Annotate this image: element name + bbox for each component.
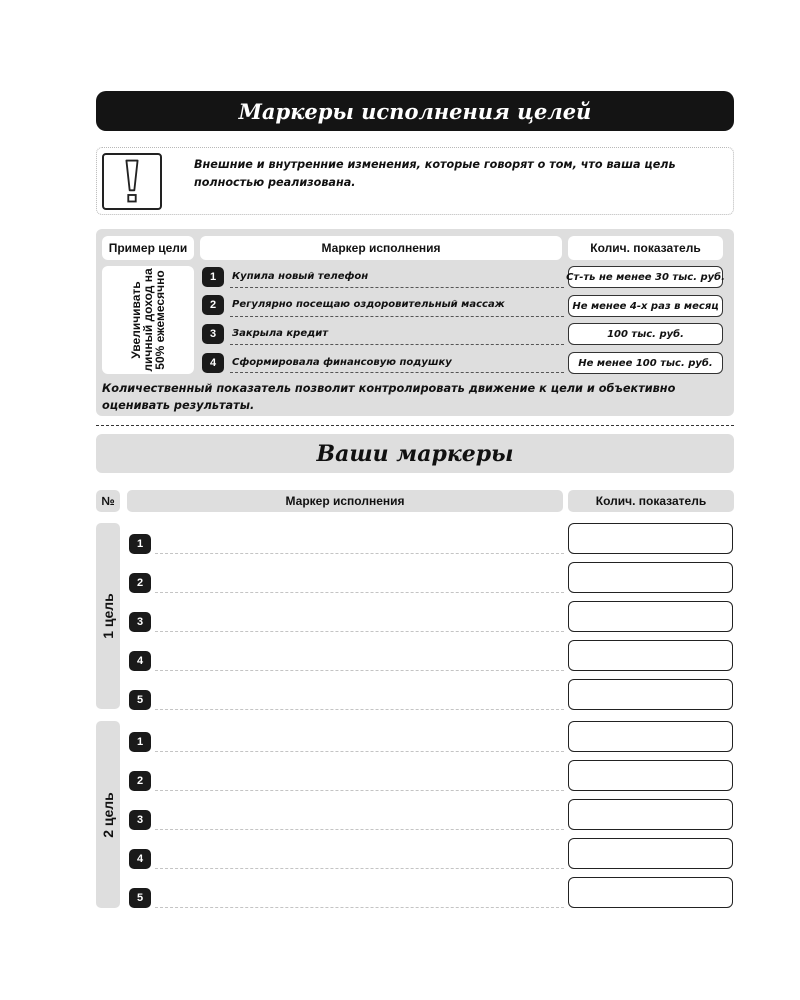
example-goal-text: Увеличивать личный доход на 50% ежемесячно bbox=[129, 268, 167, 372]
example-row-number: 2 bbox=[202, 295, 224, 315]
example-row-marker: Регулярно посещаю оздоровительный массаж bbox=[232, 299, 505, 310]
goal-2-row-line[interactable] bbox=[155, 829, 564, 830]
goal-2-row-line[interactable] bbox=[155, 790, 564, 791]
example-row-number: 1 bbox=[202, 267, 224, 287]
example-row-marker: Купила новый телефон bbox=[232, 271, 369, 282]
goal-2-row-line[interactable] bbox=[155, 751, 564, 752]
example-row-value: Ст-ть не менее 30 тыс. руб. bbox=[568, 266, 723, 288]
example-note: Количественный показатель позволит контролировать движение к цели и объективно оценивать результаты. bbox=[102, 382, 676, 412]
goal-1-row-number: 3 bbox=[129, 612, 151, 632]
goal-1-quantity-input[interactable] bbox=[568, 523, 733, 554]
page-title: Маркеры исполнения целей bbox=[238, 98, 592, 124]
example-row-line bbox=[230, 372, 564, 373]
example-header-goal: Пример цели bbox=[102, 236, 194, 260]
goal-2-label: 2 цель bbox=[100, 791, 116, 838]
goal-2-row-number: 3 bbox=[129, 810, 151, 830]
goal-1-quantity-input[interactable] bbox=[568, 679, 733, 710]
goal-1-row-number: 5 bbox=[129, 690, 151, 710]
goal-2-quantity-input[interactable] bbox=[568, 799, 733, 830]
goal-1-row-line[interactable] bbox=[155, 670, 564, 671]
goal-1-label: 1 цель bbox=[100, 593, 116, 639]
header-marker: Маркер исполнения bbox=[127, 490, 563, 512]
goal-2-row-line[interactable] bbox=[155, 868, 564, 869]
example-row-line bbox=[230, 344, 564, 345]
example-header-quantity: Колич. показатель bbox=[568, 236, 723, 260]
goal-1-row-number: 4 bbox=[129, 651, 151, 671]
your-markers-title-bar bbox=[96, 434, 734, 473]
example-header-marker: Маркер исполнения bbox=[200, 236, 562, 260]
header-quantity: Колич. показатель bbox=[568, 490, 734, 512]
example-row-value: Не менее 4-х раз в месяц bbox=[568, 295, 723, 317]
header-num: № bbox=[96, 490, 120, 512]
goal-1-quantity-input[interactable] bbox=[568, 601, 733, 632]
example-row-marker: Закрыла кредит bbox=[232, 328, 329, 339]
example-row-value: Не менее 100 тыс. руб. bbox=[568, 352, 723, 374]
example-row-line bbox=[230, 287, 564, 288]
goal-2-quantity-input[interactable] bbox=[568, 877, 733, 908]
goal-2-row-number: 2 bbox=[129, 771, 151, 791]
example-row-marker: Сформировала финансовую подушку bbox=[232, 357, 452, 368]
goal-1-row-line[interactable] bbox=[155, 709, 564, 710]
goal-2-label-cell bbox=[96, 721, 120, 908]
goal-1-row-number: 2 bbox=[129, 573, 151, 593]
example-row-number: 4 bbox=[202, 353, 224, 373]
info-text: Внешние и внутренние изменения, которые говорят о том, что ваша цель полностью реализована. bbox=[194, 158, 676, 189]
goal-1-row-line[interactable] bbox=[155, 631, 564, 632]
your-markers-title: Ваши маркеры bbox=[316, 440, 514, 467]
goal-2-quantity-input[interactable] bbox=[568, 838, 733, 869]
goal-1-row-line[interactable] bbox=[155, 553, 564, 554]
goal-2-row-line[interactable] bbox=[155, 907, 564, 908]
goal-2-quantity-input[interactable] bbox=[568, 721, 733, 752]
goal-2-row-number: 1 bbox=[129, 732, 151, 752]
exclamation-icon bbox=[102, 153, 162, 210]
goal-1-quantity-input[interactable] bbox=[568, 640, 733, 671]
section-divider bbox=[96, 425, 734, 426]
example-goal-cell bbox=[102, 266, 194, 374]
goal-1-label-cell bbox=[96, 523, 120, 709]
goal-1-row-line[interactable] bbox=[155, 592, 564, 593]
goal-1-quantity-input[interactable] bbox=[568, 562, 733, 593]
goal-2-row-number: 5 bbox=[129, 888, 151, 908]
example-row-number: 3 bbox=[202, 324, 224, 344]
example-row-value: 100 тыс. руб. bbox=[568, 323, 723, 345]
goal-2-row-number: 4 bbox=[129, 849, 151, 869]
goal-2-quantity-input[interactable] bbox=[568, 760, 733, 791]
goal-1-row-number: 1 bbox=[129, 534, 151, 554]
page-title-bar bbox=[96, 91, 734, 131]
example-row-line bbox=[230, 316, 564, 317]
